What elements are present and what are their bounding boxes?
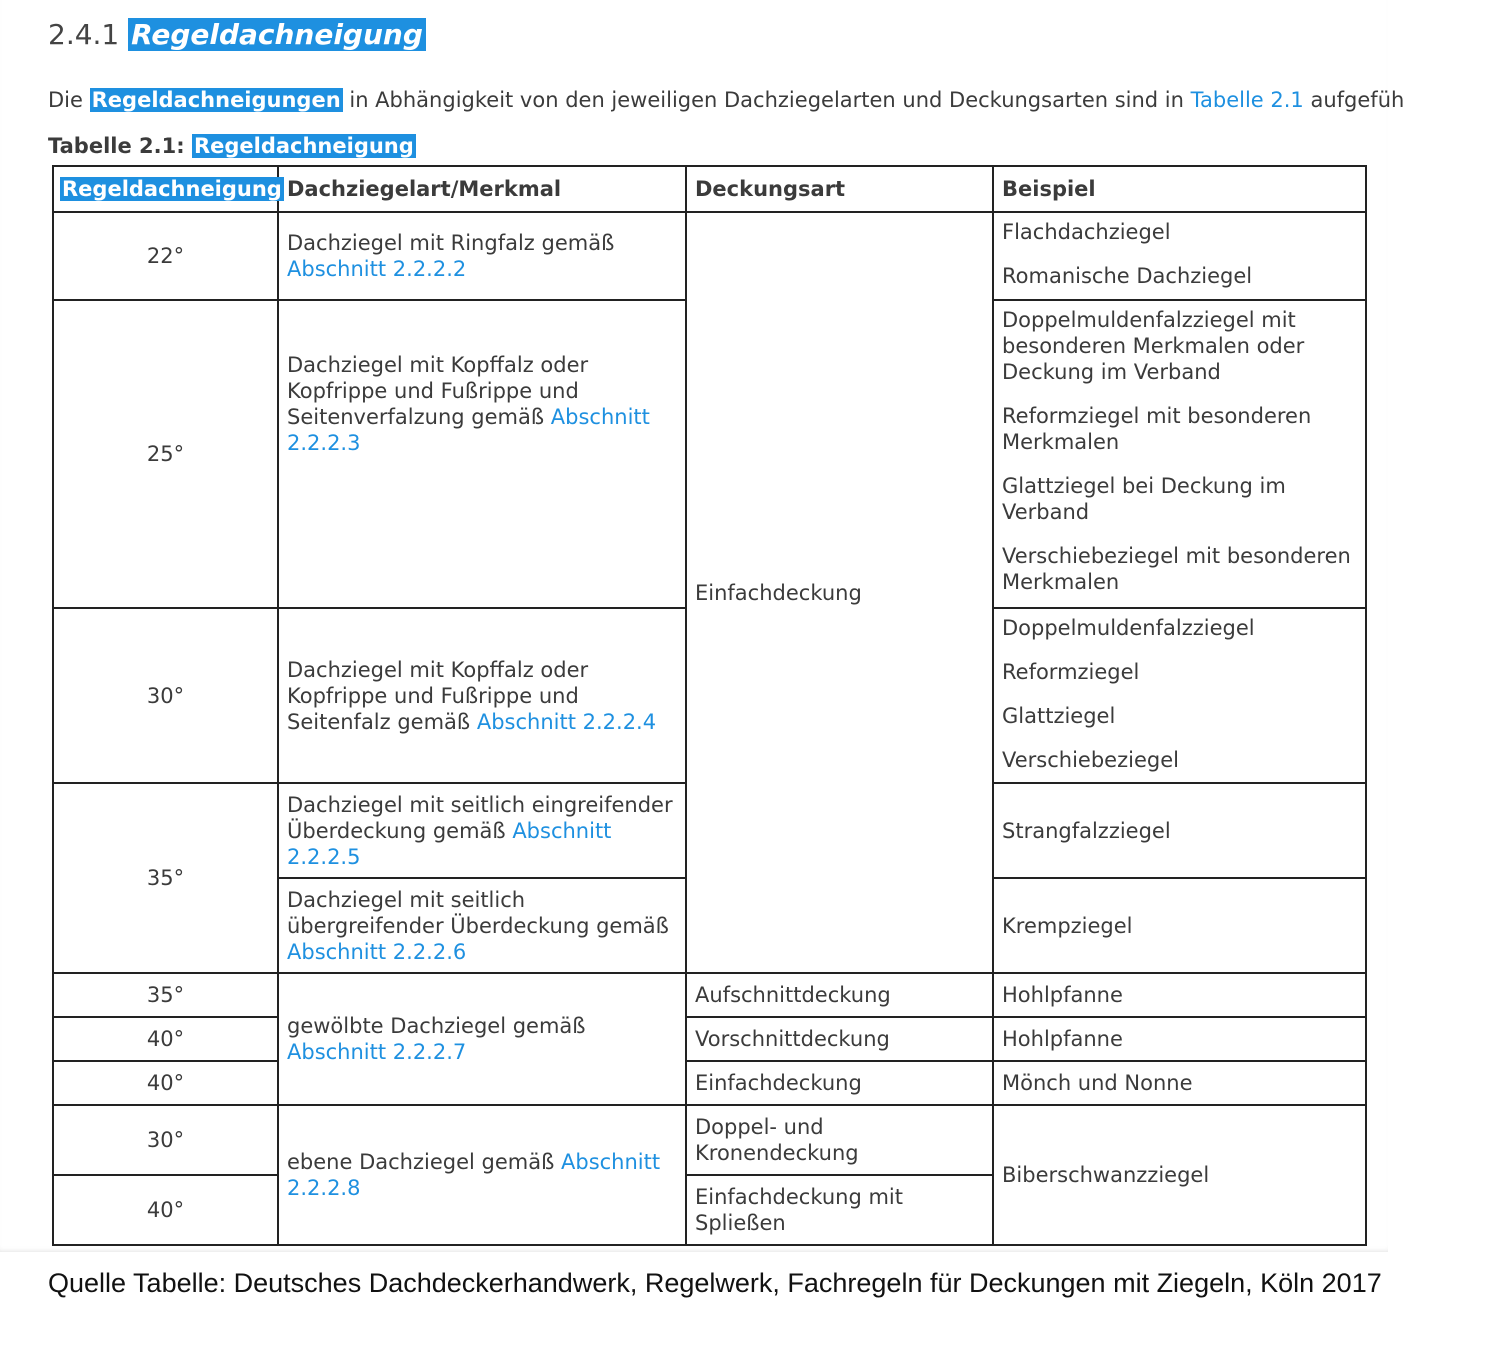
pitch-cell: 35° <box>53 783 278 973</box>
pitch-cell: 25° <box>53 300 278 608</box>
intro-paragraph <box>48 88 1404 112</box>
pitch-cell: 40° <box>53 1017 278 1061</box>
pitch-cell: 35° <box>53 973 278 1017</box>
table-row <box>53 1017 1366 1061</box>
merkmal-cell: ebene Dachziegel gemäß Abschnitt 2.2.2.8 <box>278 1105 686 1245</box>
example-cell: Biberschwanzziegel <box>993 1105 1366 1245</box>
table-row <box>53 1061 1366 1105</box>
merkmal-cell: Dachziegel mit seitlich eingreifender Überdeckung gemäß Abschnitt 2.2.2.5 <box>278 783 686 878</box>
example-cell: Hohlpfanne <box>993 1017 1366 1061</box>
example-cell: Mönch und Nonne <box>993 1061 1366 1105</box>
section-link[interactable]: Abschnitt 2.2.2.5 <box>287 818 612 869</box>
source-note: Quelle Tabelle: Deutsches Dachdeckerhandwerk, Regelwerk, Fachregeln für Deckungen mit Ziegeln, Köln 2017 <box>48 1268 1382 1298</box>
section-number: 2.4.1 <box>48 18 120 51</box>
example-cell: Flachdachziegel Romanische Dachziegel <box>993 212 1366 300</box>
section-link[interactable]: Abschnitt 2.2.2.7 <box>287 1040 467 1064</box>
header-merkmal: Dachziegelart/Merkmal <box>278 166 686 212</box>
pitch-cell: 22° <box>53 212 278 300</box>
example-cell: Doppelmuldenfalzziegel Reformziegel Glattziegel Verschiebeziegel <box>993 608 1366 783</box>
merkmal-cell: Dachziegel mit Kopffalz oder Kopfrippe und Fußrippe und Seitenverfalzung gemäß Abschnitt 2.2.2.3 <box>278 300 686 608</box>
example-cell: Doppelmuldenfalzziegel mit besonderen Merkmalen oder Deckung im Verband Reformziegel mit besonderen Merkmalen Glattziegel bei Deckung im Verband Verschiebeziegel mit besonderen Merkmalen <box>993 300 1366 608</box>
pitch-cell: 40° <box>53 1061 278 1105</box>
table-link[interactable]: Tabelle 2.1 <box>1190 88 1304 112</box>
merkmal-cell: Dachziegel mit seitlich übergreifender Überdeckung gemäß Abschnitt 2.2.2.6 <box>278 878 686 973</box>
section-link[interactable]: Abschnitt 2.2.2.2 <box>287 257 467 281</box>
merkmal-cell: Dachziegel mit Ringfalz gemäß Abschnitt 2.2.2.2 <box>278 212 686 300</box>
header-deckungsart: Deckungsart <box>686 166 993 212</box>
pitch-cell: 30° <box>53 608 278 783</box>
table-header-row <box>53 166 1366 212</box>
example-cell: Krempziegel <box>993 878 1366 973</box>
deckungsart-cell: Einfachdeckung <box>686 1061 993 1105</box>
merkmal-cell: gewölbte Dachziegel gemäß Abschnitt 2.2.2.7 <box>278 973 686 1105</box>
caption-label: Tabelle 2.1: <box>48 134 185 158</box>
intro-prefix: Die <box>48 88 83 112</box>
section-link[interactable]: Abschnitt 2.2.2.8 <box>287 1150 661 1200</box>
section-heading <box>48 18 426 51</box>
pitch-cell: 40° <box>53 1175 278 1245</box>
pitch-cell: 30° <box>53 1105 278 1175</box>
section-link[interactable]: Abschnitt 2.2.2.3 <box>287 405 650 455</box>
intro-suffix: aufgefüh <box>1310 88 1405 112</box>
deckungsart-cell: Einfachdeckung <box>686 212 993 973</box>
deckungsart-cell: Vorschnittdeckung <box>686 1017 993 1061</box>
deckungsart-cell: Doppel- und Kronendeckung <box>686 1105 993 1175</box>
roof-pitch-table <box>52 165 1367 1246</box>
table-row <box>53 973 1366 1017</box>
deckungsart-cell: Aufschnittdeckung <box>686 973 993 1017</box>
example-cell: Hohlpfanne <box>993 973 1366 1017</box>
table-row <box>53 1105 1366 1175</box>
deckungsart-cell: Einfachdeckung mit Spließen <box>686 1175 993 1245</box>
section-title-highlight: Regeldachneigung <box>128 18 426 51</box>
search-highlight: Regeldachneigungen <box>91 88 341 112</box>
section-link[interactable]: Abschnitt 2.2.2.4 <box>476 709 657 734</box>
section-link[interactable]: Abschnitt 2.2.2.6 <box>287 939 467 964</box>
example-cell: Strangfalzziegel <box>993 783 1366 878</box>
header-beispiel: Beispiel <box>993 166 1366 212</box>
header-regeldachneigung: Regeldachneigung <box>53 166 278 212</box>
intro-text: in Abhängigkeit von den jeweiligen Dachziegelarten und Deckungsarten sind in <box>349 88 1184 112</box>
merkmal-cell: Dachziegel mit Kopffalz oder Kopfrippe und Fußrippe und Seitenfalz gemäß Abschnitt 2.2.2.4 <box>278 608 686 783</box>
table-row <box>53 212 1366 300</box>
table-caption <box>48 134 416 158</box>
caption-highlight: Regeldachneigung <box>193 134 414 158</box>
